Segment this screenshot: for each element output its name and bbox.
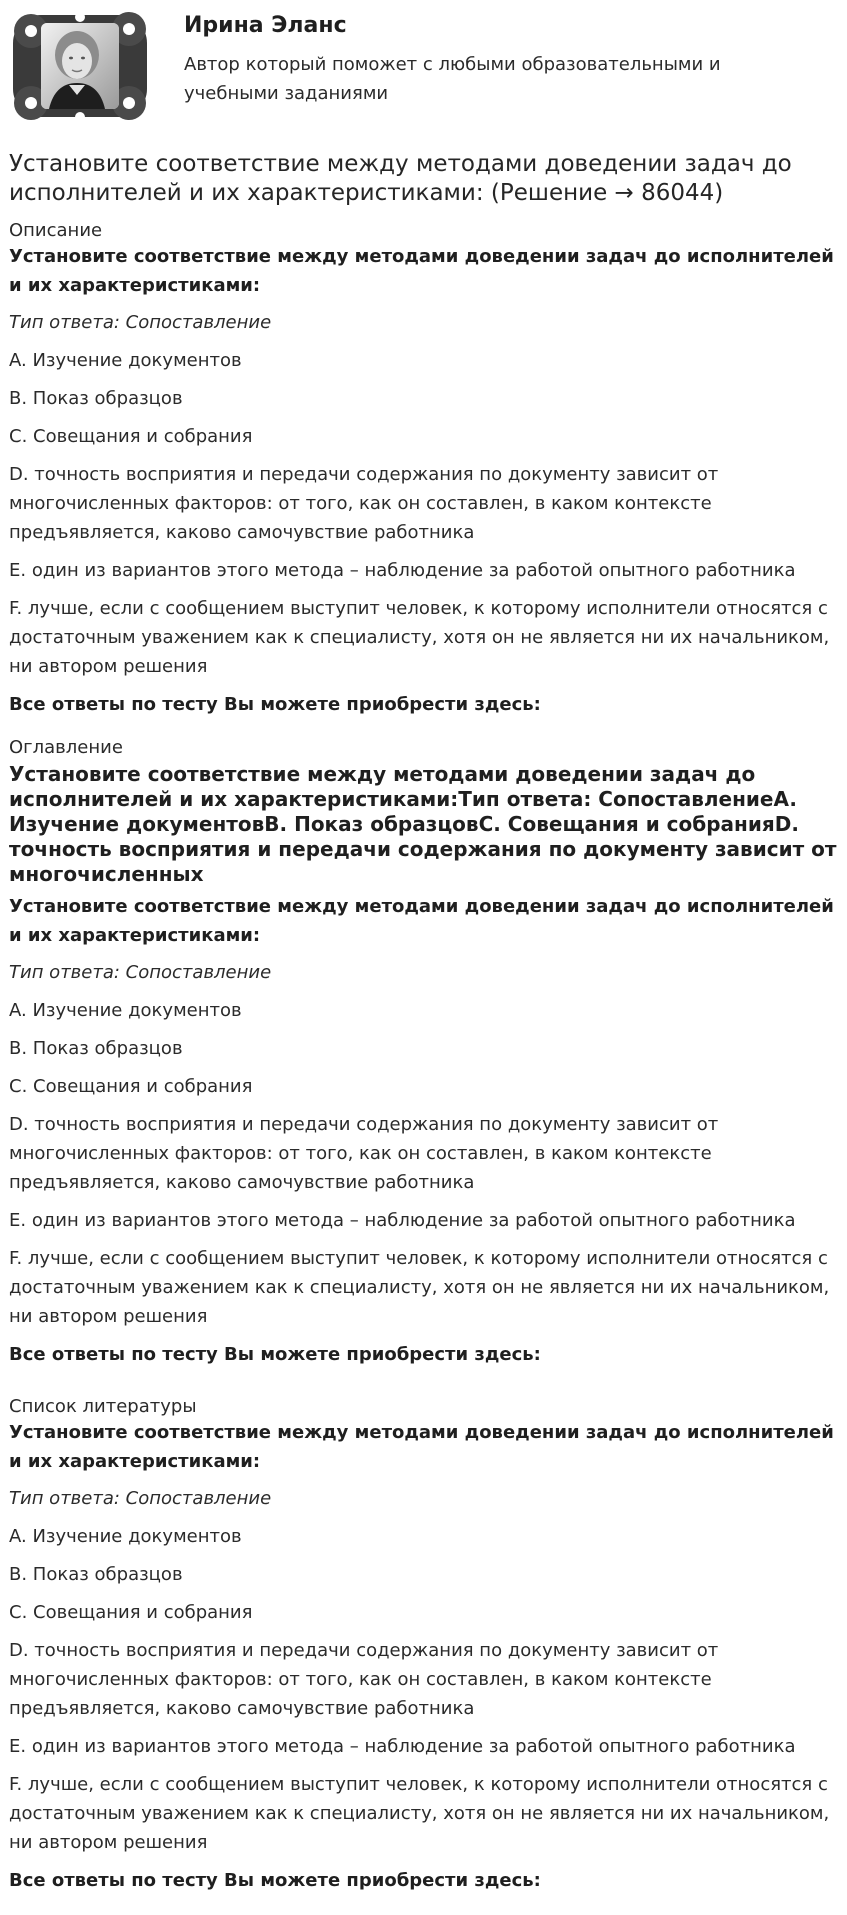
answer-type: Тип ответа: Сопоставление — [9, 1488, 272, 1509]
list-item: B. Показ образцов — [9, 1038, 183, 1059]
list-item: E. один из вариантов этого метода – наблюдение за работой опытного работника — [9, 1736, 796, 1757]
section-label: Список литературы — [9, 1396, 197, 1417]
answers-link[interactable]: Все ответы по тесту Вы можете приобрести здесь: — [9, 1870, 541, 1891]
author-avatar[interactable] — [9, 5, 151, 127]
description-section — [9, 220, 839, 719]
question-text: Установите соответствие между методами доведении задач до исполнителей и их характеристиками: — [9, 1422, 834, 1472]
list-item: F. лучше, если с сообщением выступит человек, к которому исполнители относятся с достаточным уважением как к специалисту, хотя он не является ни их начальником, ни автором решения — [9, 1248, 830, 1327]
question-text: Установите соответствие между методами доведении задач до исполнителей и их характеристиками: — [9, 896, 834, 946]
answers-link[interactable]: Все ответы по тесту Вы можете приобрести здесь: — [9, 694, 541, 715]
page-title: Установите соответствие между методами доведении задач до исполнителей и их характеристиками: (Решение → 86044) — [9, 151, 792, 206]
answer-type: Тип ответа: Сопоставление — [9, 962, 272, 983]
toc-section — [9, 737, 839, 1369]
list-item: A. Изучение документов — [9, 1000, 242, 1021]
list-item: A. Изучение документов — [9, 350, 242, 371]
section-label: Описание — [9, 220, 103, 241]
list-item: B. Показ образцов — [9, 388, 183, 409]
list-item: B. Показ образцов — [9, 1564, 183, 1585]
section-label: Оглавление — [9, 737, 123, 758]
toc-heading: Установите соответствие между методами доведении задач до исполнителей и их характеристиками:Тип ответа: СопоставлениеA. Изучение документовB. Показ образцовC. Совещания и собранияD. точность восприятия и передачи содержания по документу зависит от многочисленных — [9, 762, 837, 886]
author-card — [0, 0, 847, 131]
list-item: D. точность восприятия и передачи содержания по документу зависит от многочисленных факторов: от того, как он составлен, в каком контексте предъявляется, каково самочувствие работника — [9, 1640, 719, 1719]
list-item: D. точность восприятия и передачи содержания по документу зависит от многочисленных факторов: от того, как он составлен, в каком контексте предъявляется, каково самочувствие работника — [9, 464, 719, 543]
answer-type: Тип ответа: Сопоставление — [9, 312, 272, 333]
author-description: Автор который поможет с любыми образовательными и учебными заданиями — [184, 54, 721, 104]
list-item: F. лучше, если с сообщением выступит человек, к которому исполнители относятся с достаточным уважением как к специалисту, хотя он не является ни их начальником, ни автором решения — [9, 598, 830, 677]
list-item: D. точность восприятия и передачи содержания по документу зависит от многочисленных факторов: от того, как он составлен, в каком контексте предъявляется, каково самочувствие работника — [9, 1114, 719, 1193]
answers-link[interactable]: Все ответы по тесту Вы можете приобрести здесь: — [9, 1344, 541, 1365]
list-item: E. один из вариантов этого метода – наблюдение за работой опытного работника — [9, 1210, 796, 1231]
list-item: C. Совещания и собрания — [9, 1602, 253, 1623]
list-item: A. Изучение документов — [9, 1526, 242, 1547]
list-item: F. лучше, если с сообщением выступит человек, к которому исполнители относятся с достаточным уважением как к специалисту, хотя он не является ни их начальником, ни автором решения — [9, 1774, 830, 1853]
list-item: C. Совещания и собрания — [9, 1076, 253, 1097]
question-text: Установите соответствие между методами доведении задач до исполнителей и их характеристиками: — [9, 246, 834, 296]
author-name[interactable]: Ирина Эланс — [184, 13, 347, 38]
list-item: C. Совещания и собрания — [9, 426, 253, 447]
list-item: E. один из вариантов этого метода – наблюдение за работой опытного работника — [9, 560, 796, 581]
literature-section — [9, 1396, 839, 1895]
